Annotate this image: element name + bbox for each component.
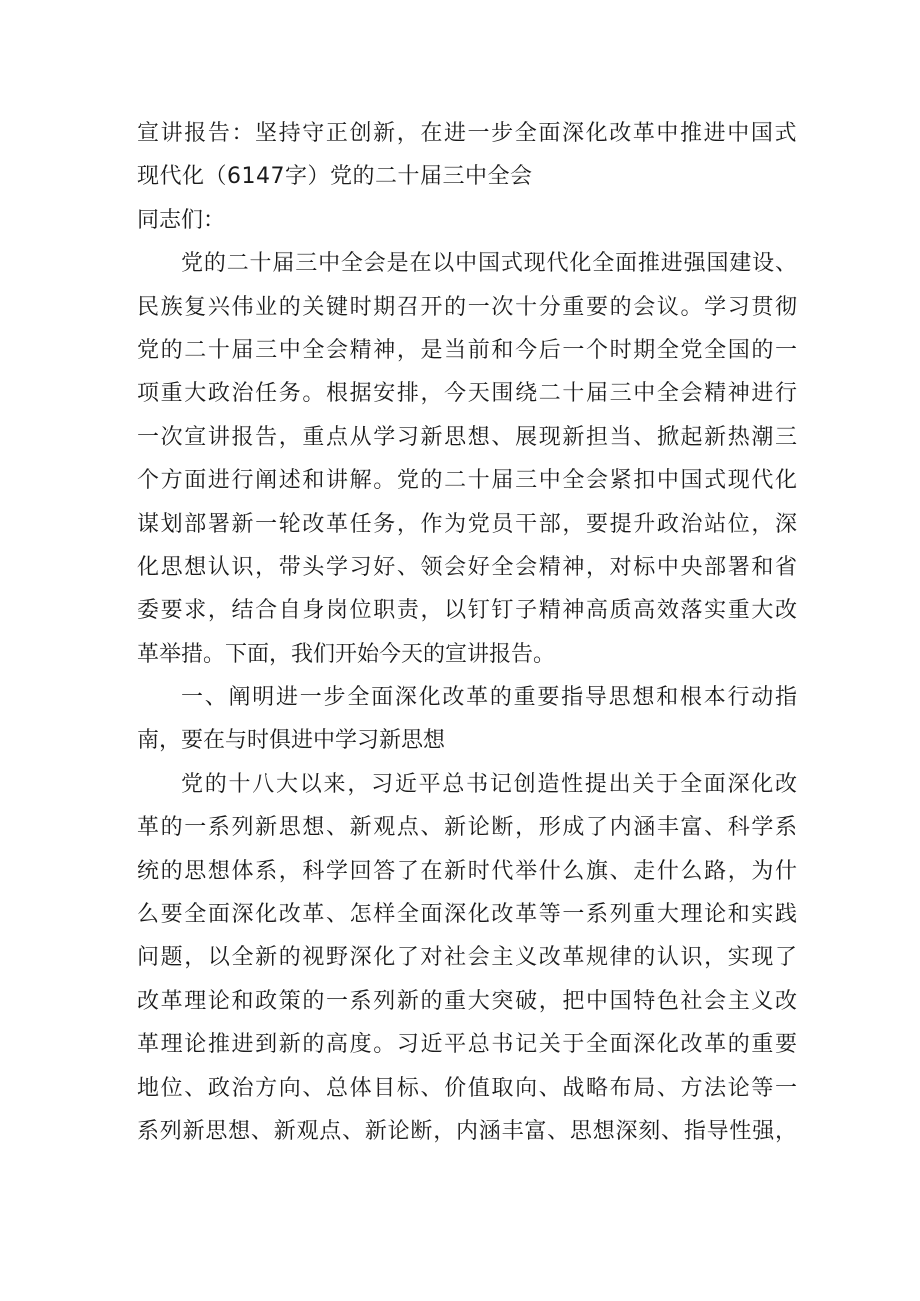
title-line-2: 现代化（6147字）党的二十届三中全会 xyxy=(137,164,533,190)
salutation: 同志们： xyxy=(137,207,226,233)
paragraph-2-line: 革的一系列新思想、新观点、新论断，形成了内涵丰富、科学系 xyxy=(137,815,797,841)
paragraph-1-line: 党的二十届三中全会是在以中国式现代化全面推进强国建设、 xyxy=(181,251,797,277)
paragraph-1-line: 谋划部署新一轮改革任务，作为党员干部，要提升政治站位，深 xyxy=(137,511,797,537)
paragraph-2-line: 党的十八大以来，习近平总书记创造性提出关于全面深化改 xyxy=(181,771,797,797)
paragraph-2-line: 统的思想体系，科学回答了在新时代举什么旗、走什么路，为什 xyxy=(137,858,797,884)
paragraph-1-line: 民族复兴伟业的关键时期召开的一次十分重要的会议。学习贯彻 xyxy=(137,294,797,320)
section-heading-line: 一、阐明进一步全面深化改革的重要指导思想和根本行动指 xyxy=(181,685,797,711)
paragraph-1-line: 一次宣讲报告，重点从学习新思想、展现新担当、掀起新热潮三 xyxy=(137,424,797,450)
paragraph-1-line: 委要求，结合自身岗位职责，以钉钉子精神高质高效落实重大改 xyxy=(137,598,797,624)
title-line-1: 宣讲报告：坚持守正创新，在进一步全面深化改革中推进中国式 xyxy=(137,121,797,146)
section-heading-line: 南，要在与时俱进中学习新思想 xyxy=(137,728,446,754)
paragraph-2-line: 问题，以全新的视野深化了对社会主义改革规律的认识，实现了 xyxy=(137,945,797,971)
paragraph-2-line: 地位、政治方向、总体目标、价值取向、战略布局、方法论等一 xyxy=(137,1075,797,1101)
paragraph-1-line: 革举措。下面，我们开始今天的宣讲报告。 xyxy=(137,641,556,667)
paragraph-2-line: 么要全面深化改革、怎样全面深化改革等一系列重大理论和实践 xyxy=(137,902,797,928)
paragraph-2-line: 系列新思想、新观点、新论断，内涵丰富、思想深刻、指导性强， xyxy=(137,1118,797,1144)
paragraph-1-line: 项重大政治任务。根据安排，今天围绕二十届三中全会精神进行 xyxy=(137,381,797,407)
document-body xyxy=(137,112,797,1153)
paragraph-2-line: 改革理论和政策的一系列新的重大突破，把中国特色社会主义改 xyxy=(137,988,797,1014)
paragraph-1-line: 党的二十届三中全会精神，是当前和今后一个时期全党全国的一 xyxy=(137,337,797,363)
paragraph-2-line: 革理论推进到新的高度。习近平总书记关于全面深化改革的重要 xyxy=(137,1032,797,1058)
paragraph-1-line: 化思想认识，带头学习好、领会好全会精神，对标中央部署和省 xyxy=(137,554,797,580)
paragraph-1-line: 个方面进行阐述和讲解。党的二十届三中全会紧扣中国式现代化 xyxy=(137,468,797,494)
